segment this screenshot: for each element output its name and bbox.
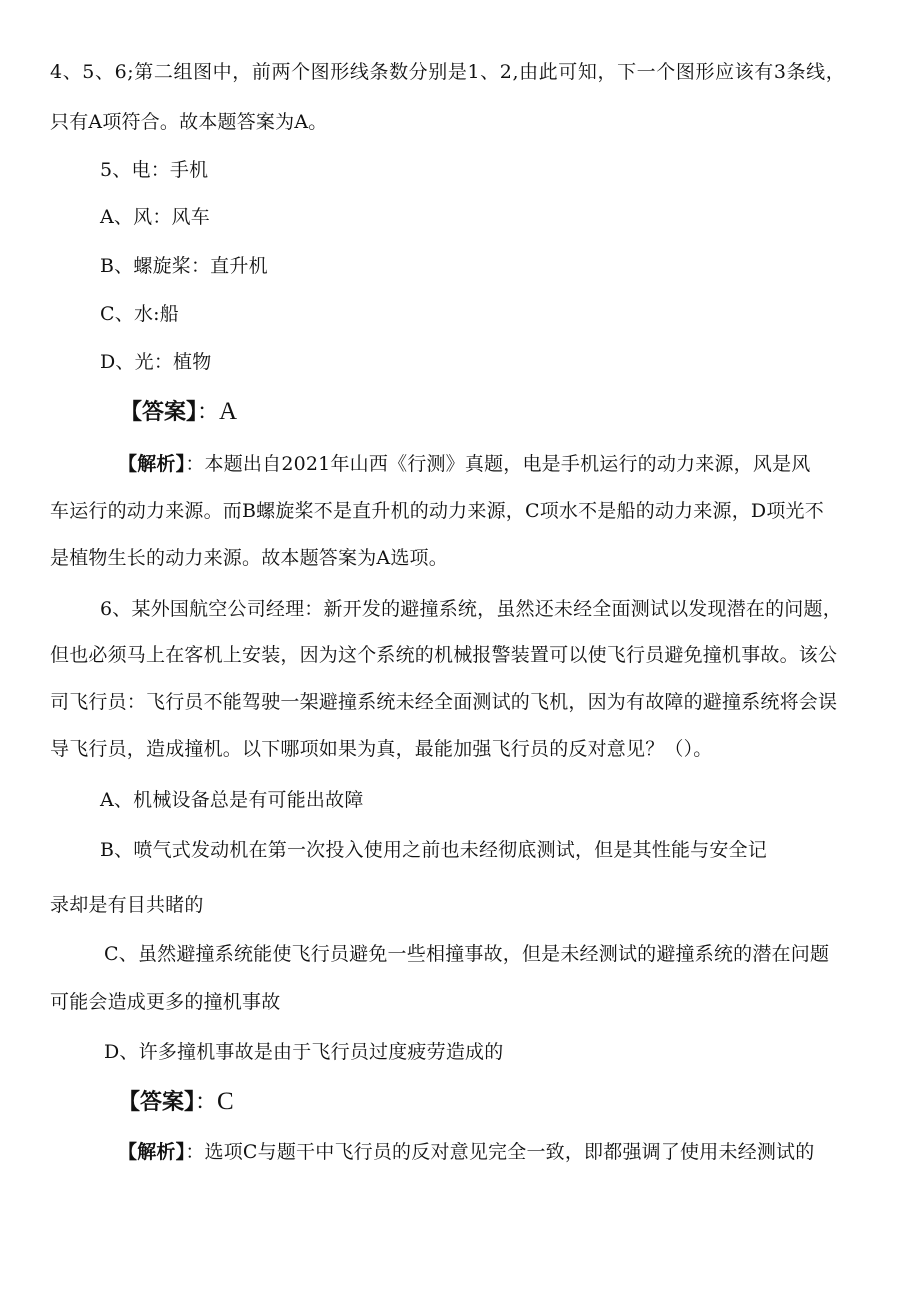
q5-answer-sep: ： bbox=[197, 400, 220, 425]
q5-stem: 5、电：手机 bbox=[100, 159, 209, 181]
q5-answer-value: A bbox=[219, 398, 238, 425]
q6-analysis-line-1 bbox=[118, 1140, 814, 1164]
q5-analysis-text-1: ：本题出自2021年山西《行测》真题，电是手机运行的动力来源，风是风 bbox=[185, 453, 811, 475]
q5-analysis-line-2: 车运行的动力来源。而B螺旋桨不是直升机的动力来源，C项水不是船的动力来源，D项光不 bbox=[50, 500, 824, 522]
intro-line-2: 只有A项符合。故本题答案为A。 bbox=[50, 111, 328, 133]
q6-answer-value: C bbox=[217, 1088, 234, 1115]
q6-answer-sep: ： bbox=[195, 1090, 218, 1115]
q5-option-d: D、光：植物 bbox=[100, 351, 212, 373]
q6-stem-line-2: 但也必须马上在客机上安装，因为这个系统的机械报警装置可以使飞行员避免撞机事故。该公 bbox=[50, 644, 838, 666]
q6-option-c-line-1: C、虽然避撞系统能使飞行员避免一些相撞事故，但是未经测试的避撞系统的潜在问题 bbox=[104, 943, 830, 965]
intro-line-1: 4、5、6;第二组图中，前两个图形线条数分别是1、2,由此可知，下一个图形应该有3条线， bbox=[50, 61, 846, 83]
q6-stem-line-3: 司飞行员：飞行员不能驾驶一架避撞系统未经全面测试的飞机，因为有故障的避撞系统将会误 bbox=[50, 691, 838, 713]
q5-answer bbox=[120, 398, 237, 427]
q5-option-b: B、螺旋桨：直升机 bbox=[100, 255, 268, 277]
q5-analysis-line-1 bbox=[118, 452, 810, 476]
q6-stem-line-4: 导飞行员，造成撞机。以下哪项如果为真，最能加强飞行员的反对意见？（）。 bbox=[50, 738, 713, 760]
q6-option-a: A、机械设备总是有可能出故障 bbox=[100, 789, 364, 811]
q6-answer-label: 【答案】 bbox=[118, 1090, 196, 1115]
q6-option-d: D、许多撞机事故是由于飞行员过度疲劳造成的 bbox=[104, 1041, 504, 1063]
q5-option-c: C、水:船 bbox=[100, 303, 179, 325]
q5-analysis-label: 【解析】 bbox=[118, 453, 186, 475]
q6-stem-line-1: 6、某外国航空公司经理：新开发的避撞系统，虽然还未经全面测试以发现潜在的问题， bbox=[100, 598, 842, 620]
q6-answer bbox=[118, 1088, 234, 1117]
q5-answer-label: 【答案】 bbox=[120, 400, 198, 425]
q6-option-b-line-1: B、喷气式发动机在第一次投入使用之前也未经彻底测试，但是其性能与安全记 bbox=[100, 839, 767, 861]
q6-option-c-line-2: 可能会造成更多的撞机事故 bbox=[50, 991, 281, 1013]
q5-analysis-line-3: 是植物生长的动力来源。故本题答案为A选项。 bbox=[50, 547, 448, 569]
q6-analysis-label: 【解析】 bbox=[118, 1141, 186, 1163]
q5-option-a: A、风：风车 bbox=[100, 206, 210, 228]
q6-analysis-text-1: ：选项C与题干中飞行员的反对意见完全一致，即都强调了使用未经测试的 bbox=[185, 1141, 815, 1163]
q6-option-b-line-2: 录却是有目共睹的 bbox=[50, 894, 204, 916]
